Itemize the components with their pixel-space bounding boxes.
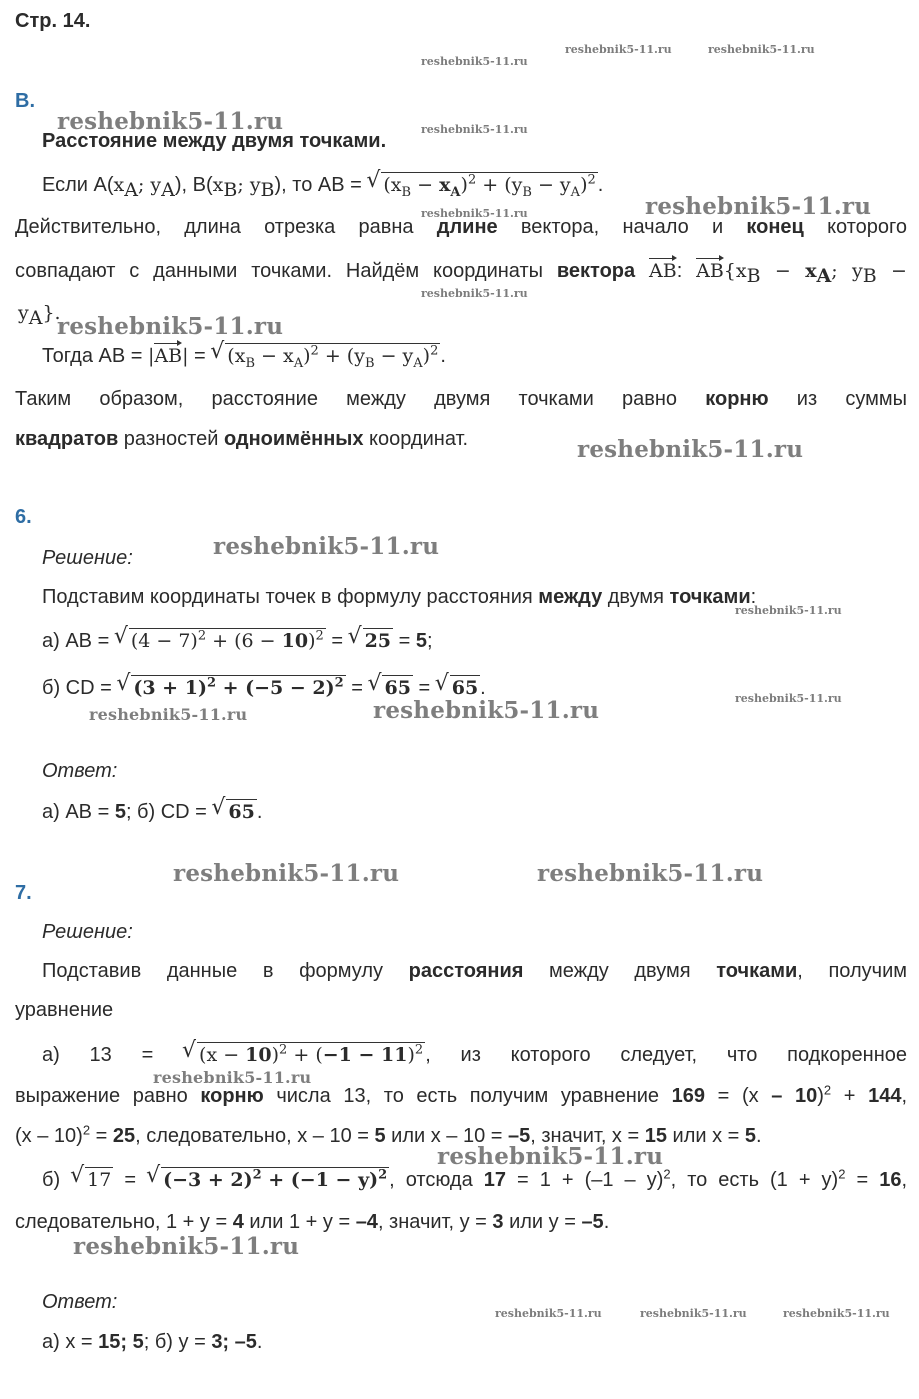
watermark: reshebnik5-11.ru xyxy=(421,207,528,220)
watermark: reshebnik5-11.ru xyxy=(173,860,400,887)
section-heading: Расстояние между двумя точками. xyxy=(42,130,387,152)
watermark: reshebnik5-11.ru xyxy=(421,55,528,68)
sqrt-expression: √ $(x_B - x_A)^2 + (y_B - y_A)^2$ xyxy=(211,343,440,369)
answer-label: Ответ: xyxy=(42,1291,118,1313)
section-label: 6. xyxy=(15,506,32,528)
paragraph-line: (x – 10)$^2$ = 25, следовательно, x – 10 = 5 или x – 10 = –5, значит, x = 15 или x = 5. xyxy=(15,1122,762,1147)
paragraph-line: Подставив данные в формулу расстояния между двумя точками, получим xyxy=(42,960,908,982)
paragraph-line: Действительно, длина отрезка равна длине вектора, начало и конец которого xyxy=(15,216,908,238)
section-label: 7. xyxy=(15,882,32,904)
watermark: reshebnik5-11.ru xyxy=(645,193,872,220)
watermark: reshebnik5-11.ru xyxy=(373,697,600,724)
solution-line-b: б) CD = √ $(3 + 1)^2 + (-5 - 2)^2$ = √ 65 = √ 65 . xyxy=(42,675,486,701)
watermark: reshebnik5-11.ru xyxy=(213,533,440,560)
watermark: reshebnik5-11.ru xyxy=(57,108,284,135)
solution-label: Решение: xyxy=(42,921,133,943)
paragraph-line: Таким образом, расстояние между двумя точками равно корню из суммы xyxy=(15,388,908,410)
sqrt-expression: √ $(x_B - x_A)^2 + (y_B - y_A)^2$ xyxy=(367,172,597,198)
solution-line-b: б) √ 17 = √ $(-3 + 2)^2 + (-1 - y)^2$ , отсюда 17 = 1 + (–1 – y)$^2$, то есть $(1 + y)^2 = 16$, xyxy=(42,1167,907,1193)
watermark: reshebnik5-11.ru xyxy=(153,1068,312,1087)
paragraph-line: $y_A$}. xyxy=(18,302,61,329)
paragraph-line: квадратов разностей одноимённых координат. xyxy=(15,428,468,450)
watermark: reshebnik5-11.ru xyxy=(537,860,764,887)
solution-line-a: а) AB = √ $(4 - 7)^2 + (6 - 10)^2$ = √ 25 = 5; xyxy=(42,628,433,654)
answer-line: а) x = 15; 5; б) y = 3; –5. xyxy=(42,1331,263,1353)
distance-formula-line: Тогда AB = |AB| = √ $(x_B - x_A)^2 + (y_B - y_A)^2$ . xyxy=(42,343,446,369)
section-label: В. xyxy=(15,90,35,112)
paragraph-line: Подставим координаты точек в формулу расстояния между двумя точками: xyxy=(42,586,757,608)
watermark: reshebnik5-11.ru xyxy=(708,43,815,56)
watermark: reshebnik5-11.ru xyxy=(783,1307,890,1320)
paragraph-line: совпадают с данными точками. Найдём координаты вектора AB: $AB\{x_B - x_A$; $y_B$ − xyxy=(15,260,907,287)
answer-label: Ответ: xyxy=(42,760,118,782)
watermark: reshebnik5-11.ru xyxy=(495,1307,602,1320)
watermark: reshebnik5-11.ru xyxy=(89,705,248,724)
solution-line-a: а) 13 = √ $(x - 10)^2 + (-1 - 11)^2$ , из которого следует, что подкоренное xyxy=(42,1042,907,1068)
paragraph-line: следовательно, 1 + y = 4 или 1 + y = –4, значит, y = 3 или y = –5. xyxy=(15,1211,610,1233)
watermark: reshebnik5-11.ru xyxy=(73,1233,300,1260)
watermark: reshebnik5-11.ru xyxy=(437,1143,664,1170)
page-title: Стр. 14. xyxy=(15,10,91,32)
solution-label: Решение: xyxy=(42,547,133,569)
watermark: reshebnik5-11.ru xyxy=(735,604,842,617)
watermark: reshebnik5-11.ru xyxy=(421,123,528,136)
watermark: reshebnik5-11.ru xyxy=(421,287,528,300)
watermark: reshebnik5-11.ru xyxy=(565,43,672,56)
watermark: reshebnik5-11.ru xyxy=(735,692,842,705)
watermark: reshebnik5-11.ru xyxy=(57,313,284,340)
paragraph-line: уравнение xyxy=(15,999,114,1021)
answer-line: а) AB = 5; б) CD = √ 65 . xyxy=(42,799,262,825)
distance-formula-line: Если $A(x_A$; $y_A$), $B(x_B$; $y_B$), то AB = √ $(x_B - x_A)^2 + (y_B - y_A)^2$ . xyxy=(42,172,603,198)
paragraph-line: выражение равно корню числа 13, то есть получим уравнение 169 = (x – 10)$^2$ + 144, xyxy=(15,1082,908,1107)
watermark: reshebnik5-11.ru xyxy=(640,1307,747,1320)
watermark: reshebnik5-11.ru xyxy=(577,436,804,463)
